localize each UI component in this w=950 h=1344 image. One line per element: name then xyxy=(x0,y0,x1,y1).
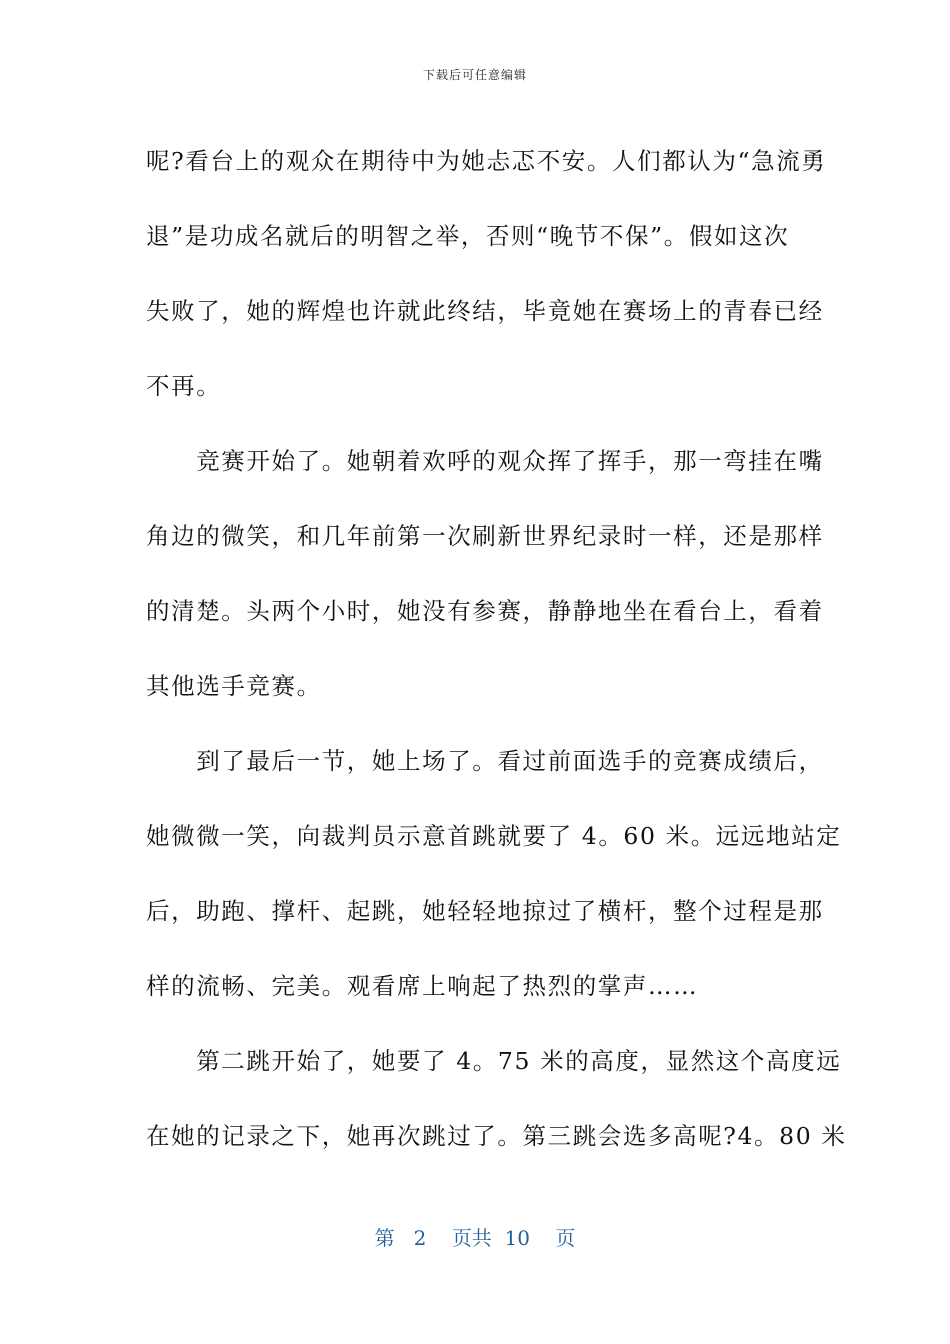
body-line: 到了最后一节，她上场了。看过前面选手的竞赛成绩后， xyxy=(146,747,824,775)
body-line: 样的流畅、完美。观看席上响起了热烈的掌声…… xyxy=(146,972,699,1000)
body-line: 竞赛开始了。她朝着欢呼的观众挥了挥手，那一弯挂在嘴 xyxy=(146,447,824,475)
body-line: 后，助跑、撑杆、起跳，她轻轻地掠过了横杆，整个过程是那 xyxy=(146,897,824,925)
body-line: 不再。 xyxy=(146,372,222,400)
page-header: 下载后可任意编辑 xyxy=(422,68,527,82)
page-mid: 页共 xyxy=(451,1226,492,1250)
body-line: 角边的微笑，和几年前第一次刷新世界纪录时一样，还是那样 xyxy=(146,522,824,550)
body-line: 呢?看台上的观众在期待中为她忐忑不安。人们都认为“急流勇 xyxy=(146,147,827,175)
body-line: 她微微一笑，向裁判员示意首跳就要了 4。60 米。远远地站定 xyxy=(146,822,842,850)
page-footer xyxy=(0,1222,950,1251)
body-line: 其他选手竞赛。 xyxy=(146,672,322,700)
body-line: 退”是功成名就后的明智之举，否则“晚节不保”。假如这次 xyxy=(146,222,790,250)
page-number: 2 xyxy=(413,1226,427,1250)
body-line: 第二跳开始了，她要了 4。75 米的高度，显然这个高度远 xyxy=(146,1047,842,1075)
page-prefix: 第 xyxy=(374,1226,395,1250)
document-body xyxy=(146,124,847,1174)
body-line: 在她的记录之下，她再次跳过了。第三跳会选多高呢?4。80 米 xyxy=(146,1122,847,1150)
page-suffix: 页 xyxy=(555,1226,576,1250)
total-pages: 10 xyxy=(504,1226,530,1250)
body-line: 的清楚。头两个小时，她没有参赛，静静地坐在看台上，看着 xyxy=(146,597,824,625)
body-line: 失败了，她的辉煌也许就此终结，毕竟她在赛场上的青春已经 xyxy=(146,297,824,325)
